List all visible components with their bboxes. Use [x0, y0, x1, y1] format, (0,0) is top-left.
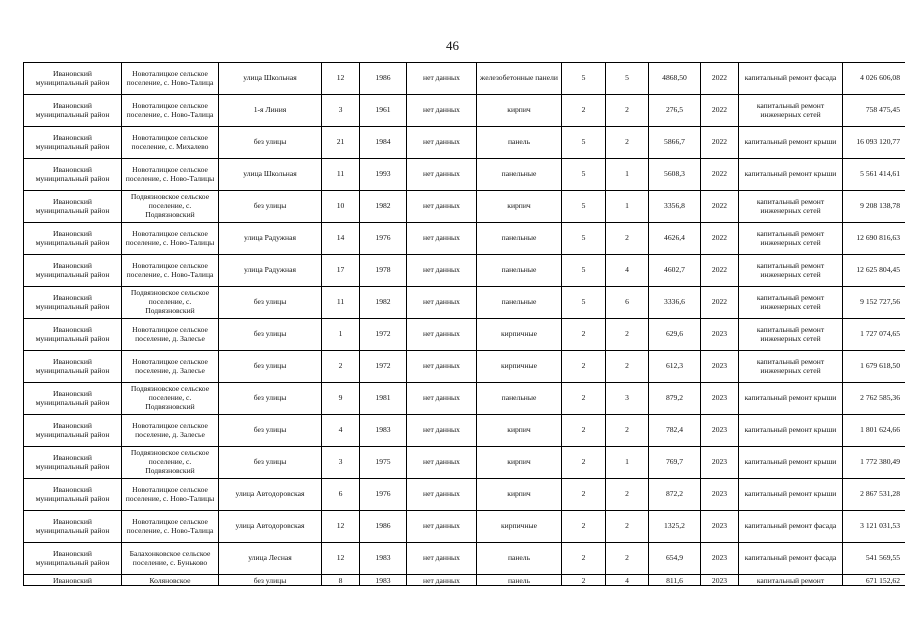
street-cell: без улицы [219, 127, 322, 159]
cost-cell: 3 121 031,53 [843, 511, 905, 543]
wall-material-cell: панельные [477, 287, 562, 319]
build-year-cell: 1986 [360, 511, 407, 543]
floors-cell: 2 [562, 351, 606, 383]
plan-year-cell: 2022 [701, 127, 739, 159]
district-cell: Ивановский муниципальный район [24, 447, 122, 479]
cost-cell: 5 561 414,61 [843, 159, 905, 191]
work-type-cell: капитальный ремонт инженерных сетей [739, 287, 843, 319]
extra-cell: нет данных [407, 127, 477, 159]
district-cell: Ивановский муниципальный район [24, 511, 122, 543]
house-number-cell: 10 [322, 191, 360, 223]
extra-cell: нет данных [407, 575, 477, 586]
build-year-cell: 1984 [360, 127, 407, 159]
table-row [24, 127, 905, 159]
cost-cell: 9 152 727,56 [843, 287, 905, 319]
settlement-cell: Новоталицкое сельское поселение, с. Ново-Талица [122, 255, 219, 287]
house-number-cell: 12 [322, 63, 360, 95]
build-year-cell: 1981 [360, 383, 407, 415]
extra-cell: нет данных [407, 223, 477, 255]
entrances-cell: 2 [606, 543, 649, 575]
district-cell: Ивановский муниципальный район [24, 127, 122, 159]
table-row [24, 479, 905, 511]
cost-cell: 4 026 606,08 [843, 63, 905, 95]
build-year-cell: 1975 [360, 447, 407, 479]
page-number: 46 [446, 38, 459, 53]
area-cell: 5866,7 [649, 127, 701, 159]
entrances-cell: 1 [606, 447, 649, 479]
build-year-cell: 1976 [360, 479, 407, 511]
district-cell: Ивановский [24, 575, 122, 586]
area-cell: 1325,2 [649, 511, 701, 543]
floors-cell: 2 [562, 511, 606, 543]
cost-cell: 16 093 120,77 [843, 127, 905, 159]
entrances-cell: 4 [606, 575, 649, 586]
house-number-cell: 3 [322, 447, 360, 479]
settlement-cell: Балахонковское сельское поселение, с. Буньково [122, 543, 219, 575]
settlement-cell: Коляновское [122, 575, 219, 586]
plan-year-cell: 2023 [701, 511, 739, 543]
area-cell: 4868,50 [649, 63, 701, 95]
wall-material-cell: панельные [477, 383, 562, 415]
plan-year-cell: 2023 [701, 319, 739, 351]
plan-year-cell: 2023 [701, 415, 739, 447]
table-row [24, 351, 905, 383]
table-row [24, 511, 905, 543]
extra-cell: нет данных [407, 287, 477, 319]
district-cell: Ивановский муниципальный район [24, 351, 122, 383]
floors-cell: 5 [562, 255, 606, 287]
area-cell: 5608,3 [649, 159, 701, 191]
house-number-cell: 11 [322, 287, 360, 319]
house-number-cell: 6 [322, 479, 360, 511]
street-cell: 1-я Линия [219, 95, 322, 127]
district-cell: Ивановский муниципальный район [24, 287, 122, 319]
work-type-cell: капитальный ремонт инженерных сетей [739, 319, 843, 351]
street-cell: без улицы [219, 287, 322, 319]
entrances-cell: 2 [606, 479, 649, 511]
street-cell: улица Радужная [219, 255, 322, 287]
entrances-cell: 2 [606, 95, 649, 127]
district-cell: Ивановский муниципальный район [24, 95, 122, 127]
wall-material-cell: кирпич [477, 95, 562, 127]
house-number-cell: 12 [322, 543, 360, 575]
extra-cell: нет данных [407, 383, 477, 415]
wall-material-cell: панель [477, 575, 562, 586]
cost-cell: 12 625 804,45 [843, 255, 905, 287]
entrances-cell: 2 [606, 223, 649, 255]
table-row [24, 543, 905, 575]
area-cell: 4602,7 [649, 255, 701, 287]
plan-year-cell: 2022 [701, 191, 739, 223]
floors-cell: 2 [562, 383, 606, 415]
work-type-cell: капитальный ремонт фасада [739, 511, 843, 543]
wall-material-cell: панельные [477, 223, 562, 255]
floors-cell: 5 [562, 223, 606, 255]
wall-material-cell: панель [477, 127, 562, 159]
house-number-cell: 2 [322, 351, 360, 383]
table-row [24, 319, 905, 351]
work-type-cell: капитальный ремонт фасада [739, 543, 843, 575]
settlement-cell: Новоталицкое сельское поселение, д. Залесье [122, 415, 219, 447]
table-row [24, 415, 905, 447]
area-cell: 612,3 [649, 351, 701, 383]
floors-cell: 5 [562, 287, 606, 319]
cost-cell: 1 679 618,50 [843, 351, 905, 383]
work-type-cell: капитальный ремонт инженерных сетей [739, 191, 843, 223]
extra-cell: нет данных [407, 159, 477, 191]
area-cell: 3336,6 [649, 287, 701, 319]
plan-year-cell: 2022 [701, 223, 739, 255]
area-cell: 872,2 [649, 479, 701, 511]
area-cell: 811,6 [649, 575, 701, 586]
area-cell: 3356,8 [649, 191, 701, 223]
work-type-cell: капитальный ремонт крыши [739, 127, 843, 159]
cost-cell: 1 772 380,49 [843, 447, 905, 479]
table-row [24, 223, 905, 255]
settlement-cell: Новоталицкое сельское поселение, с. Ново-Талица [122, 511, 219, 543]
entrances-cell: 4 [606, 255, 649, 287]
floors-cell: 2 [562, 543, 606, 575]
work-type-cell: капитальный ремонт инженерных сетей [739, 223, 843, 255]
street-cell: улица Школьная [219, 63, 322, 95]
work-type-cell: капитальный ремонт инженерных сетей [739, 351, 843, 383]
wall-material-cell: кирпичные [477, 351, 562, 383]
entrances-cell: 3 [606, 383, 649, 415]
work-type-cell: капитальный ремонт инженерных сетей [739, 95, 843, 127]
street-cell: без улицы [219, 383, 322, 415]
plan-year-cell: 2022 [701, 255, 739, 287]
entrances-cell: 1 [606, 159, 649, 191]
table-row [24, 287, 905, 319]
wall-material-cell: кирпичные [477, 511, 562, 543]
extra-cell: нет данных [407, 191, 477, 223]
plan-year-cell: 2023 [701, 447, 739, 479]
wall-material-cell: кирпич [477, 447, 562, 479]
housing-repair-table [23, 62, 905, 586]
extra-cell: нет данных [407, 319, 477, 351]
cost-cell: 2 867 531,28 [843, 479, 905, 511]
wall-material-cell: панельные [477, 159, 562, 191]
street-cell: улица Автодоровская [219, 479, 322, 511]
table-row [24, 191, 905, 223]
street-cell: без улицы [219, 191, 322, 223]
build-year-cell: 1982 [360, 191, 407, 223]
settlement-cell: Новоталицкое сельское поселение, с. Ново-Талица [122, 95, 219, 127]
settlement-cell: Новоталицкое сельское поселение, с. Ново-Талицы [122, 159, 219, 191]
build-year-cell: 1972 [360, 319, 407, 351]
area-cell: 4626,4 [649, 223, 701, 255]
area-cell: 276,5 [649, 95, 701, 127]
table-row [24, 159, 905, 191]
entrances-cell: 2 [606, 319, 649, 351]
cost-cell: 9 208 138,78 [843, 191, 905, 223]
area-cell: 654,9 [649, 543, 701, 575]
plan-year-cell: 2022 [701, 63, 739, 95]
district-cell: Ивановский муниципальный район [24, 479, 122, 511]
build-year-cell: 1983 [360, 575, 407, 586]
floors-cell: 5 [562, 63, 606, 95]
extra-cell: нет данных [407, 415, 477, 447]
entrances-cell: 2 [606, 351, 649, 383]
build-year-cell: 1993 [360, 159, 407, 191]
area-cell: 769,7 [649, 447, 701, 479]
house-number-cell: 17 [322, 255, 360, 287]
extra-cell: нет данных [407, 511, 477, 543]
district-cell: Ивановский муниципальный район [24, 543, 122, 575]
floors-cell: 2 [562, 415, 606, 447]
extra-cell: нет данных [407, 63, 477, 95]
plan-year-cell: 2023 [701, 543, 739, 575]
floors-cell: 2 [562, 575, 606, 586]
entrances-cell: 5 [606, 63, 649, 95]
floors-cell: 2 [562, 447, 606, 479]
floors-cell: 2 [562, 479, 606, 511]
cost-cell: 1 727 074,65 [843, 319, 905, 351]
settlement-cell: Новоталицкое сельское поселение, с. Ново-Талицы [122, 479, 219, 511]
area-cell: 782,4 [649, 415, 701, 447]
extra-cell: нет данных [407, 95, 477, 127]
build-year-cell: 1961 [360, 95, 407, 127]
plan-year-cell: 2023 [701, 383, 739, 415]
house-number-cell: 11 [322, 159, 360, 191]
house-number-cell: 4 [322, 415, 360, 447]
plan-year-cell: 2022 [701, 287, 739, 319]
house-number-cell: 9 [322, 383, 360, 415]
street-cell: улица Радужная [219, 223, 322, 255]
cost-cell: 1 801 624,66 [843, 415, 905, 447]
plan-year-cell: 2023 [701, 575, 739, 586]
entrances-cell: 1 [606, 191, 649, 223]
area-cell: 629,6 [649, 319, 701, 351]
settlement-cell: Новоталицкое сельское поселение, д. Залесье [122, 319, 219, 351]
district-cell: Ивановский муниципальный район [24, 159, 122, 191]
plan-year-cell: 2023 [701, 351, 739, 383]
table-row [24, 255, 905, 287]
entrances-cell: 2 [606, 415, 649, 447]
extra-cell: нет данных [407, 447, 477, 479]
house-number-cell: 12 [322, 511, 360, 543]
table-row [24, 63, 905, 95]
entrances-cell: 2 [606, 511, 649, 543]
cost-cell: 758 475,45 [843, 95, 905, 127]
district-cell: Ивановский муниципальный район [24, 415, 122, 447]
house-number-cell: 3 [322, 95, 360, 127]
settlement-cell: Новоталицкое сельское поселение, с. Ново-Талица [122, 63, 219, 95]
cost-cell: 2 762 585,36 [843, 383, 905, 415]
table-body [24, 63, 905, 586]
street-cell: без улицы [219, 415, 322, 447]
extra-cell: нет данных [407, 479, 477, 511]
work-type-cell: капитальный ремонт крыши [739, 447, 843, 479]
build-year-cell: 1986 [360, 63, 407, 95]
wall-material-cell: железобетонные панели [477, 63, 562, 95]
settlement-cell: Новоталицкое сельское поселение, с. Михалево [122, 127, 219, 159]
entrances-cell: 2 [606, 127, 649, 159]
street-cell: без улицы [219, 447, 322, 479]
table-row [24, 447, 905, 479]
wall-material-cell: панельные [477, 255, 562, 287]
plan-year-cell: 2022 [701, 95, 739, 127]
table-row [24, 575, 905, 586]
build-year-cell: 1972 [360, 351, 407, 383]
cost-cell: 541 569,55 [843, 543, 905, 575]
cost-cell: 671 152,62 [843, 575, 905, 586]
floors-cell: 2 [562, 319, 606, 351]
work-type-cell: капитальный ремонт крыши [739, 415, 843, 447]
settlement-cell: Новоталицкое сельское поселение, д. Залесье [122, 351, 219, 383]
extra-cell: нет данных [407, 255, 477, 287]
street-cell: без улицы [219, 575, 322, 586]
area-cell: 879,2 [649, 383, 701, 415]
build-year-cell: 1983 [360, 415, 407, 447]
settlement-cell: Новоталицкое сельское поселение, с. Ново-Талицы [122, 223, 219, 255]
extra-cell: нет данных [407, 543, 477, 575]
settlement-cell: Подвязновское сельское поселение, с. Подвязновский [122, 447, 219, 479]
work-type-cell: капитальный ремонт крыши [739, 479, 843, 511]
work-type-cell: капитальный ремонт фасада [739, 63, 843, 95]
build-year-cell: 1976 [360, 223, 407, 255]
work-type-cell: капитальный ремонт крыши [739, 383, 843, 415]
district-cell: Ивановский муниципальный район [24, 63, 122, 95]
extra-cell: нет данных [407, 351, 477, 383]
street-cell: без улицы [219, 319, 322, 351]
floors-cell: 5 [562, 159, 606, 191]
street-cell: улица Лесная [219, 543, 322, 575]
wall-material-cell: кирпич [477, 415, 562, 447]
wall-material-cell: кирпич [477, 191, 562, 223]
house-number-cell: 14 [322, 223, 360, 255]
district-cell: Ивановский муниципальный район [24, 383, 122, 415]
settlement-cell: Подвязновское сельское поселение, с. Подвязновский [122, 191, 219, 223]
wall-material-cell: кирпич [477, 479, 562, 511]
work-type-cell: капитальный ремонт инженерных сетей [739, 255, 843, 287]
settlement-cell: Подвязновское сельское поселение, с. Подвязновский [122, 287, 219, 319]
cost-cell: 12 690 816,63 [843, 223, 905, 255]
build-year-cell: 1983 [360, 543, 407, 575]
plan-year-cell: 2023 [701, 479, 739, 511]
district-cell: Ивановский муниципальный район [24, 255, 122, 287]
wall-material-cell: панель [477, 543, 562, 575]
wall-material-cell: кирпичные [477, 319, 562, 351]
district-cell: Ивановский муниципальный район [24, 223, 122, 255]
street-cell: улица Школьная [219, 159, 322, 191]
plan-year-cell: 2022 [701, 159, 739, 191]
work-type-cell: капитальный ремонт [739, 575, 843, 586]
floors-cell: 5 [562, 191, 606, 223]
build-year-cell: 1978 [360, 255, 407, 287]
settlement-cell: Подвязновское сельское поселение, с. Подвязновский [122, 383, 219, 415]
build-year-cell: 1982 [360, 287, 407, 319]
street-cell: без улицы [219, 351, 322, 383]
district-cell: Ивановский муниципальный район [24, 319, 122, 351]
floors-cell: 5 [562, 127, 606, 159]
district-cell: Ивановский муниципальный район [24, 191, 122, 223]
work-type-cell: капитальный ремонт крыши [739, 159, 843, 191]
floors-cell: 2 [562, 95, 606, 127]
house-number-cell: 8 [322, 575, 360, 586]
entrances-cell: 6 [606, 287, 649, 319]
house-number-cell: 21 [322, 127, 360, 159]
table-row [24, 95, 905, 127]
table-row [24, 383, 905, 415]
street-cell: улица Автодоровская [219, 511, 322, 543]
house-number-cell: 1 [322, 319, 360, 351]
